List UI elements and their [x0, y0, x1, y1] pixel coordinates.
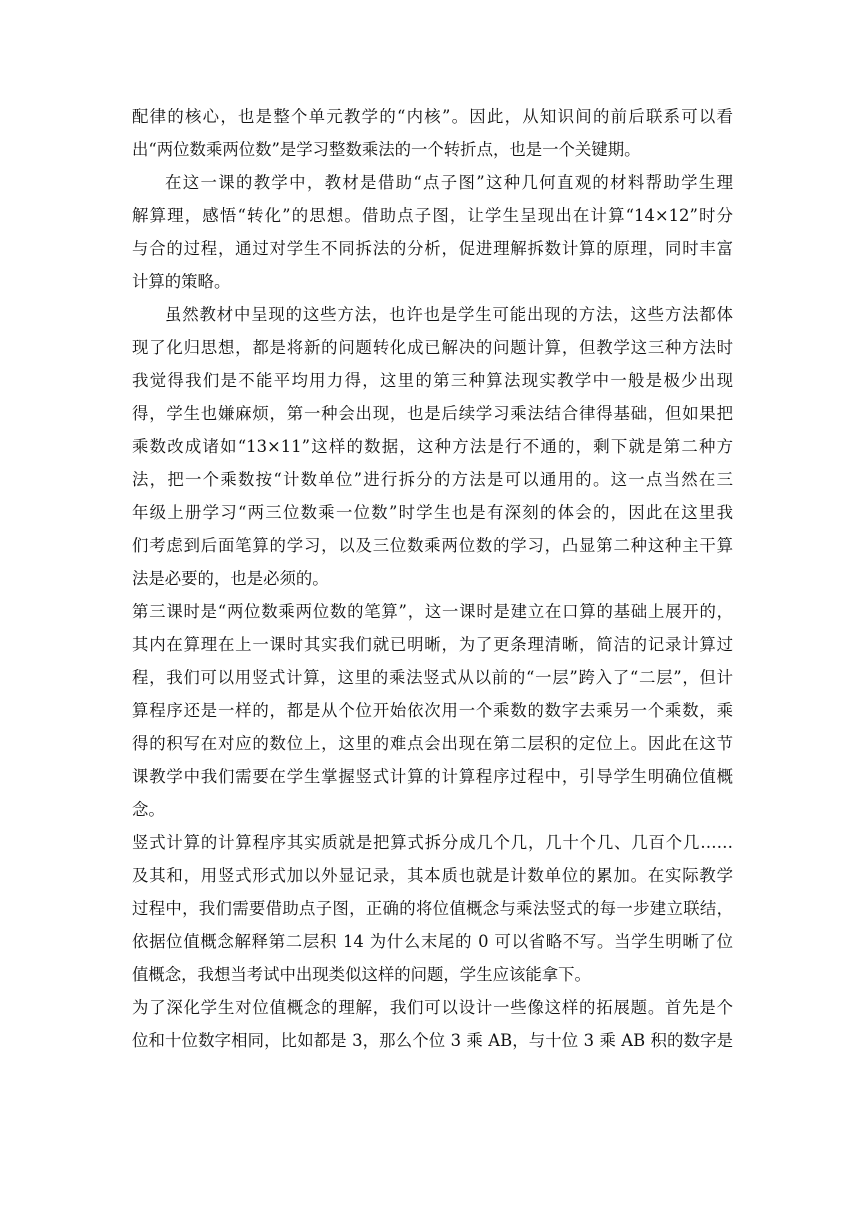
paragraph-line: 年级上册学习“两三位数乘一位数”时学生也是有深刻的体会的，因此在这里我: [132, 503, 733, 522]
paragraph-line: 得的积写在对应的数位上，这里的难点会出现在第二层积的定位上。因此在这节: [132, 734, 733, 753]
paragraph: [132, 826, 733, 991]
paragraph-line: 为了深化学生对位值概念的理解，我们可以设计一些像这样的拓展题。首先是个: [132, 998, 733, 1017]
paragraph-line: 法，把一个乘数按“计数单位”进行拆分的方法是可以通用的。这一点当然在三: [132, 470, 733, 489]
paragraph-line: 程，我们可以用竖式计算，这里的乘法竖式从以前的“一层”跨入了“二层”，但计: [132, 668, 733, 687]
paragraph-line: 算程序还是一样的，都是从个位开始依次用一个乘数的数字去乘另一个乘数，乘: [132, 701, 733, 720]
paragraph-line: 乘数改成诸如“13×11”这样的数据，这种方法是行不通的，剩下就是第二种方: [132, 437, 733, 456]
paragraph-line: 依据位值概念解释第二层积 14 为什么末尾的 0 可以省略不写。当学生明晰了位: [132, 932, 733, 951]
paragraph-line: 配律的核心，也是整个单元教学的“内核”。因此，从知识间的前后联系可以看: [132, 107, 733, 126]
paragraph: [132, 991, 733, 1057]
paragraph-line: 现了化归思想，都是将新的问题转化成已解决的问题计算，但教学这三种方法时: [132, 338, 733, 357]
paragraph: [132, 298, 733, 595]
paragraph-line: 计算的策略。: [132, 272, 231, 291]
paragraph-line: 及其和，用竖式形式加以外显记录，其本质也就是计数单位的累加。在实际教学: [132, 866, 733, 885]
paragraph-line: 值概念，我想当考试中出现类似这样的问题，学生应该能拿下。: [132, 965, 591, 984]
paragraph-line: 课教学中我们需要在学生掌握竖式计算的计算程序过程中，引导学生明确位值概: [132, 767, 733, 786]
paragraph-line: 过程中，我们需要借助点子图，正确的将位值概念与乘法竖式的每一步建立联结，: [132, 899, 733, 918]
paragraph: [132, 166, 733, 298]
paragraph-line: 虽然教材中呈现的这些方法，也许也是学生可能出现的方法，这些方法都体: [165, 305, 733, 324]
paragraph-line: 念。: [132, 800, 165, 819]
paragraph: [132, 595, 733, 826]
document-body: [132, 100, 733, 1057]
paragraph-line: 第三课时是“两位数乘两位数的笔算”，这一课时是建立在口算的基础上展开的，: [132, 602, 733, 621]
paragraph-line: 与合的过程，通过对学生不同拆法的分析，促进理解拆数计算的原理，同时丰富: [132, 239, 733, 258]
paragraph-line: 解算理，感悟“转化”的思想。借助点子图，让学生呈现出在计算“14×12”时分: [132, 206, 733, 225]
paragraph-line: 们考虑到后面笔算的学习，以及三位数乘两位数的学习，凸显第二种这种主干算: [132, 536, 733, 555]
paragraph-line: 法是必要的，也是必须的。: [132, 569, 329, 588]
paragraph-line: 竖式计算的计算程序其实质就是把算式拆分成几个几，几十个几、几百个几……: [132, 833, 733, 852]
paragraph-line: 我觉得我们是不能平均用力得，这里的第三种算法现实教学中一般是极少出现: [132, 371, 733, 390]
paragraph-line: 位和十位数字相同，比如都是 3，那么个位 3 乘 AB，与十位 3 乘 AB 积的数字是: [132, 1031, 733, 1050]
paragraph: [132, 100, 733, 166]
paragraph-line: 在这一课的教学中，教材是借助“点子图”这种几何直观的材料帮助学生理: [165, 173, 733, 192]
paragraph-line: 出“两位数乘两位数”是学习整数乘法的一个转折点，也是一个关键期。: [132, 140, 641, 159]
paragraph-line: 其内在算理在上一课时其实我们就已明晰，为了更条理清晰，简洁的记录计算过: [132, 635, 733, 654]
paragraph-line: 得，学生也嫌麻烦，第一种会出现，也是后续学习乘法结合律得基础，但如果把: [132, 404, 733, 423]
